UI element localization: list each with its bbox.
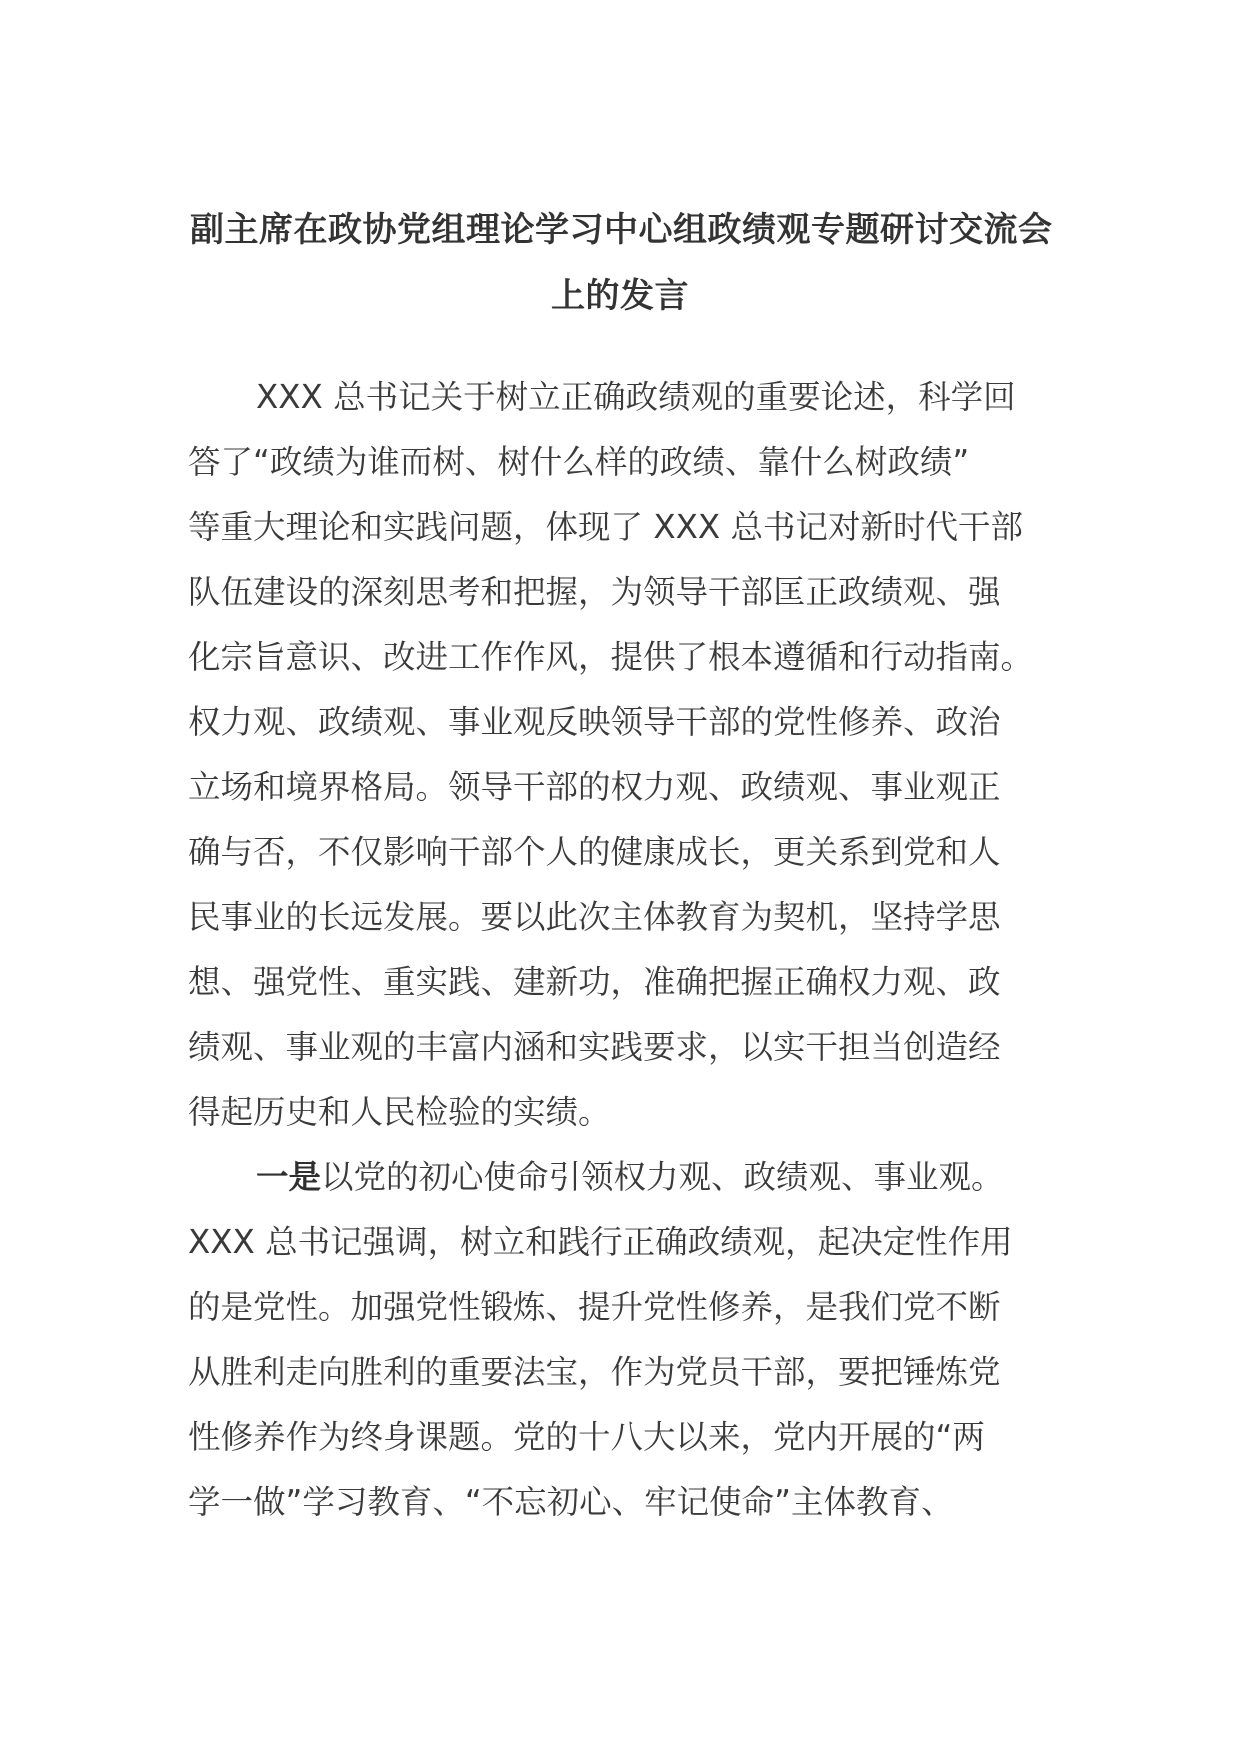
paragraph1-line: XXX 总书记关于树立正确政绩观的重要论述，科学回	[256, 378, 1016, 416]
paragraph2-line: 从胜利走向胜利的重要法宝，作为党员干部，要把锤炼党	[188, 1353, 1001, 1391]
paragraph1-line: 权力观、政绩观、事业观反映领导干部的党性修养、政治	[188, 703, 1001, 741]
document-body	[188, 365, 1068, 1535]
paragraph2-line: 性修养作为终身课题。党的十八大以来，党内开展的“两	[188, 1418, 985, 1456]
paragraph2-bold-lead: 一是	[256, 1158, 322, 1196]
paragraph2-line: 学一做”学习教育、“不忘初心、牢记使命”主体教育、	[188, 1483, 954, 1521]
paragraph1-line: 立场和境界格局。领导干部的权力观、政绩观、事业观正	[188, 768, 1001, 806]
paragraph1-line: 绩观、事业观的丰富内涵和实践要求，以实干担当创造经	[188, 1028, 1001, 1066]
paragraph1-line: 化宗旨意识、改进工作作风，提供了根本遵循和行动指南。	[188, 638, 1034, 676]
paragraph2-line: 的是党性。加强党性锻炼、提升党性修养，是我们党不断	[188, 1288, 1001, 1326]
paragraph1-line: 答了“政绩为谁而树、树什么样的政绩、靠什么树政绩”	[188, 443, 970, 481]
title-line-2: 上的发言	[551, 276, 689, 316]
paragraph1-line: 民事业的长远发展。要以此次主体教育为契机，坚持学思	[188, 898, 1001, 936]
title-line-1: 副主席在政协党组理论学习中心组政绩观专题研讨交流会	[190, 210, 1053, 250]
paragraph1-line: 确与否，不仅影响干部个人的健康成长，更关系到党和人	[188, 833, 1001, 871]
paragraph2-first-line-rest: 以党的初心使命引领权力观、政绩观、事业观。	[321, 1158, 1004, 1196]
paragraph2-first-line	[188, 1145, 1068, 1210]
paragraph1-line: 等重大理论和实践问题，体现了 XXX 总书记对新时代干部	[188, 508, 1023, 546]
paragraph1-line: 得起历史和人民检验的实绩。	[188, 1093, 611, 1131]
paragraph2-line: XXX 总书记强调，树立和践行正确政绩观，起决定性作用	[188, 1223, 1013, 1261]
paragraph1-line: 想、强党性、重实践、建新功，准确把握正确权力观、政	[188, 963, 1001, 1001]
document-title	[190, 197, 1053, 329]
paragraph1-line: 队伍建设的深刻思考和把握，为领导干部匡正政绩观、强	[188, 573, 1001, 611]
